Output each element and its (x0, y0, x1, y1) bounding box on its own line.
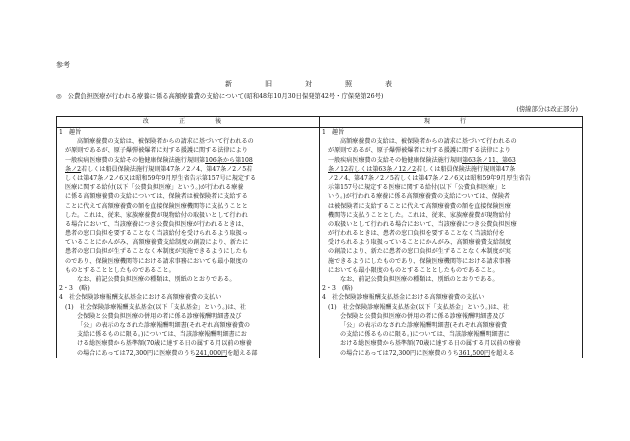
text-line: が行われるときは、患者の窓口負担を要することなく当該給付を (328, 230, 505, 238)
notice-subject: ◎ 公費負担医療が行われる療養に係る高額療養費の支給について(昭和48年10月30日保発第42号・庁保発第26号) (56, 93, 384, 100)
text-line: 一般疾病医療費の支給その他健康保険法施行規則第106条から第108 (65, 156, 253, 164)
text-line: ノ2ノ4、第47条ノ2ノ5若しくは第47条ノ2ノ6又は昭和59年9月厚生省告 (328, 174, 531, 182)
text-line: おける総医療費から基準額(70歳に達する日の属する月以前の療養 (340, 340, 521, 348)
section-heading: 2・3 (略) (59, 285, 90, 293)
section-heading: 2・3 (略) (322, 285, 353, 293)
text-line: ていることにかんがみ、高額療養費支給制度の創設により、新たに (65, 239, 249, 247)
text-line: 条ノ12若しくは第63条ノ12ノ2若しくは船員保険法施行規則第47条 (328, 165, 516, 173)
text-line: 医療に関する給付(以下「公費負担医療」という。)が行われる療養 (65, 184, 244, 192)
amended-text: 条ノ2 (65, 165, 82, 173)
text-line: の支給に係るものに限る。)については、当該診療報酬明細書に (340, 331, 510, 339)
text-line: 一般疾病医療費の支給その他健康保険法施行規則第63条ノ11、第63 (328, 156, 516, 164)
text-line: の取扱いとして行われる場合において、当該療養につき公費負担医療 (328, 220, 517, 228)
reference-label: 参考 (56, 61, 70, 69)
current-column (320, 128, 583, 358)
amended-text: 条ノ12若しくは第63条ノ12ノ2 (328, 165, 417, 173)
text-line: の場合にあっては72,300円に医療費のうち241,000円を超える部 (77, 349, 258, 357)
text-line: 施できるようにしたものであり、保険医療機関等における請求事務 (328, 257, 511, 265)
text-line: は被保険者に支給することに代えて高額療養費の額を直接保険医療 (328, 202, 511, 210)
text-line: の創設により、新たに患者の窓口負担が生ずることなく本制度が実 (328, 248, 511, 256)
text-line: 患者の窓口負担を要することなく当該給付を受けられるよう取扱っ (65, 230, 248, 238)
text-line: 支給に係るものに限る。)については、当該診療報酬明細書にお (77, 331, 247, 339)
text-line: 患者の窓口負担が生ずることなく本制度が実施できるようにしたも (65, 248, 248, 256)
text-line: ことに代えて高額療養費の額を直接保険医療機関等に支払うことと (65, 202, 248, 210)
text-line: が原則であるが、原子爆弾被爆者に対する援護に関する法律により (328, 147, 511, 155)
column-header-revised: 改 正 後 (57, 117, 320, 128)
text-line: る場合において、当該療養につき公費負担医療が行われるときは、 (65, 220, 248, 228)
section-heading: 1 趣旨 (322, 129, 345, 136)
section-heading: 4 社会保険診療報酬支払基金における高額療養費の支払い (322, 294, 485, 302)
text-line: (1) 社会保険診療報酬支払基金(以下「支払基金」という。)は、社 (65, 303, 246, 311)
text-line: の場合にあっては72,300円に医療費のうち361,500円を超える (340, 349, 515, 357)
text-line: においても最小限度のものとすることとしたものであること。 (328, 266, 499, 274)
underline-legend: (傍線部分は改正部分) (516, 106, 578, 113)
text-line: (1) 社会保険診療報酬支払基金(以下「支払基金」という。)は、社 (328, 303, 509, 311)
document-title: 新 旧 対 照 表 (225, 80, 405, 88)
text-line: 会保険と公費負担医療の併用の者に係る診療報酬明細書及び (77, 312, 242, 320)
amended-text: 361,500円 (458, 349, 491, 357)
amended-text: 106条から第108 (205, 156, 253, 164)
text-line: 高額療養費の支給は、被保険者からの請求に基づいて行われるの (77, 138, 254, 146)
text-line: なお、前記公費負担医療の種類は、別紙のとおりである。 (77, 276, 236, 283)
text-line: しくは第47条ノ2ノ6又は昭和59年9月厚生省告示第157号に規定する (65, 174, 257, 182)
text-line: が原則であるが、原子爆弾被爆者に対する援護に関する法律により (65, 147, 248, 155)
text-line: ものとすることとしたものであること。 (65, 266, 175, 274)
section-heading: 4 社会保険診療報酬支払基金における高額療養費の支払い (59, 294, 222, 302)
text-line: ける総医療費から基準額(70歳に達する日の属する月以前の療養 (77, 340, 252, 348)
text-line: に係る高額療養費の支給については、保険者は被保険者に支給する (65, 193, 248, 201)
text-line: 「公」の表示のなされた診療報酬明細書(それぞれ高額療養費の (77, 321, 251, 329)
column-header-current: 現 行 (320, 117, 583, 128)
amended-text: 241,000円 (195, 349, 228, 357)
text-line: 示第157号に規定する医療に関する給付(以下「公費負担医療」と (328, 184, 507, 192)
text-line: 高額療養費の支給は、被保険者からの請求に基づいて行われるの (340, 138, 517, 146)
text-line: 会保険と公費負担医療の併用の者に係る診療報酬明細書及び (340, 312, 505, 320)
text-line: なお、前記公費負担医療の種類は、別紙のとおりである。 (340, 276, 499, 283)
text-line: いう。)が行われる療養に係る高額療養費の支給については、保険者 (328, 193, 511, 201)
text-line: のであり、保険医療機関等における請求事務においても最小限度の (65, 257, 248, 265)
text-line: 「公」の表示のなされた診療報酬明細書(それぞれ高額療養費 (340, 321, 507, 329)
revised-column (57, 128, 320, 358)
amended-text: 第63条ノ11、第63 (462, 156, 516, 164)
text-line: 受けられるよう取扱っていることにかんがみ、高額療養費支給制度 (328, 239, 512, 247)
text-line: した。これは、従来、家族療養費が現物給付の取扱いとして行われ (65, 211, 248, 219)
text-line: 機関等に支払うこととした。これは、従来、家族療養費が現物給付 (328, 211, 511, 219)
text-line: 条ノ2若しくは船員保険法施行規則第47条ノ2ノ4、第47条ノ2ノ5若 (65, 165, 253, 173)
section-heading: 1 趣旨 (59, 129, 82, 136)
comparison-table (56, 116, 583, 358)
